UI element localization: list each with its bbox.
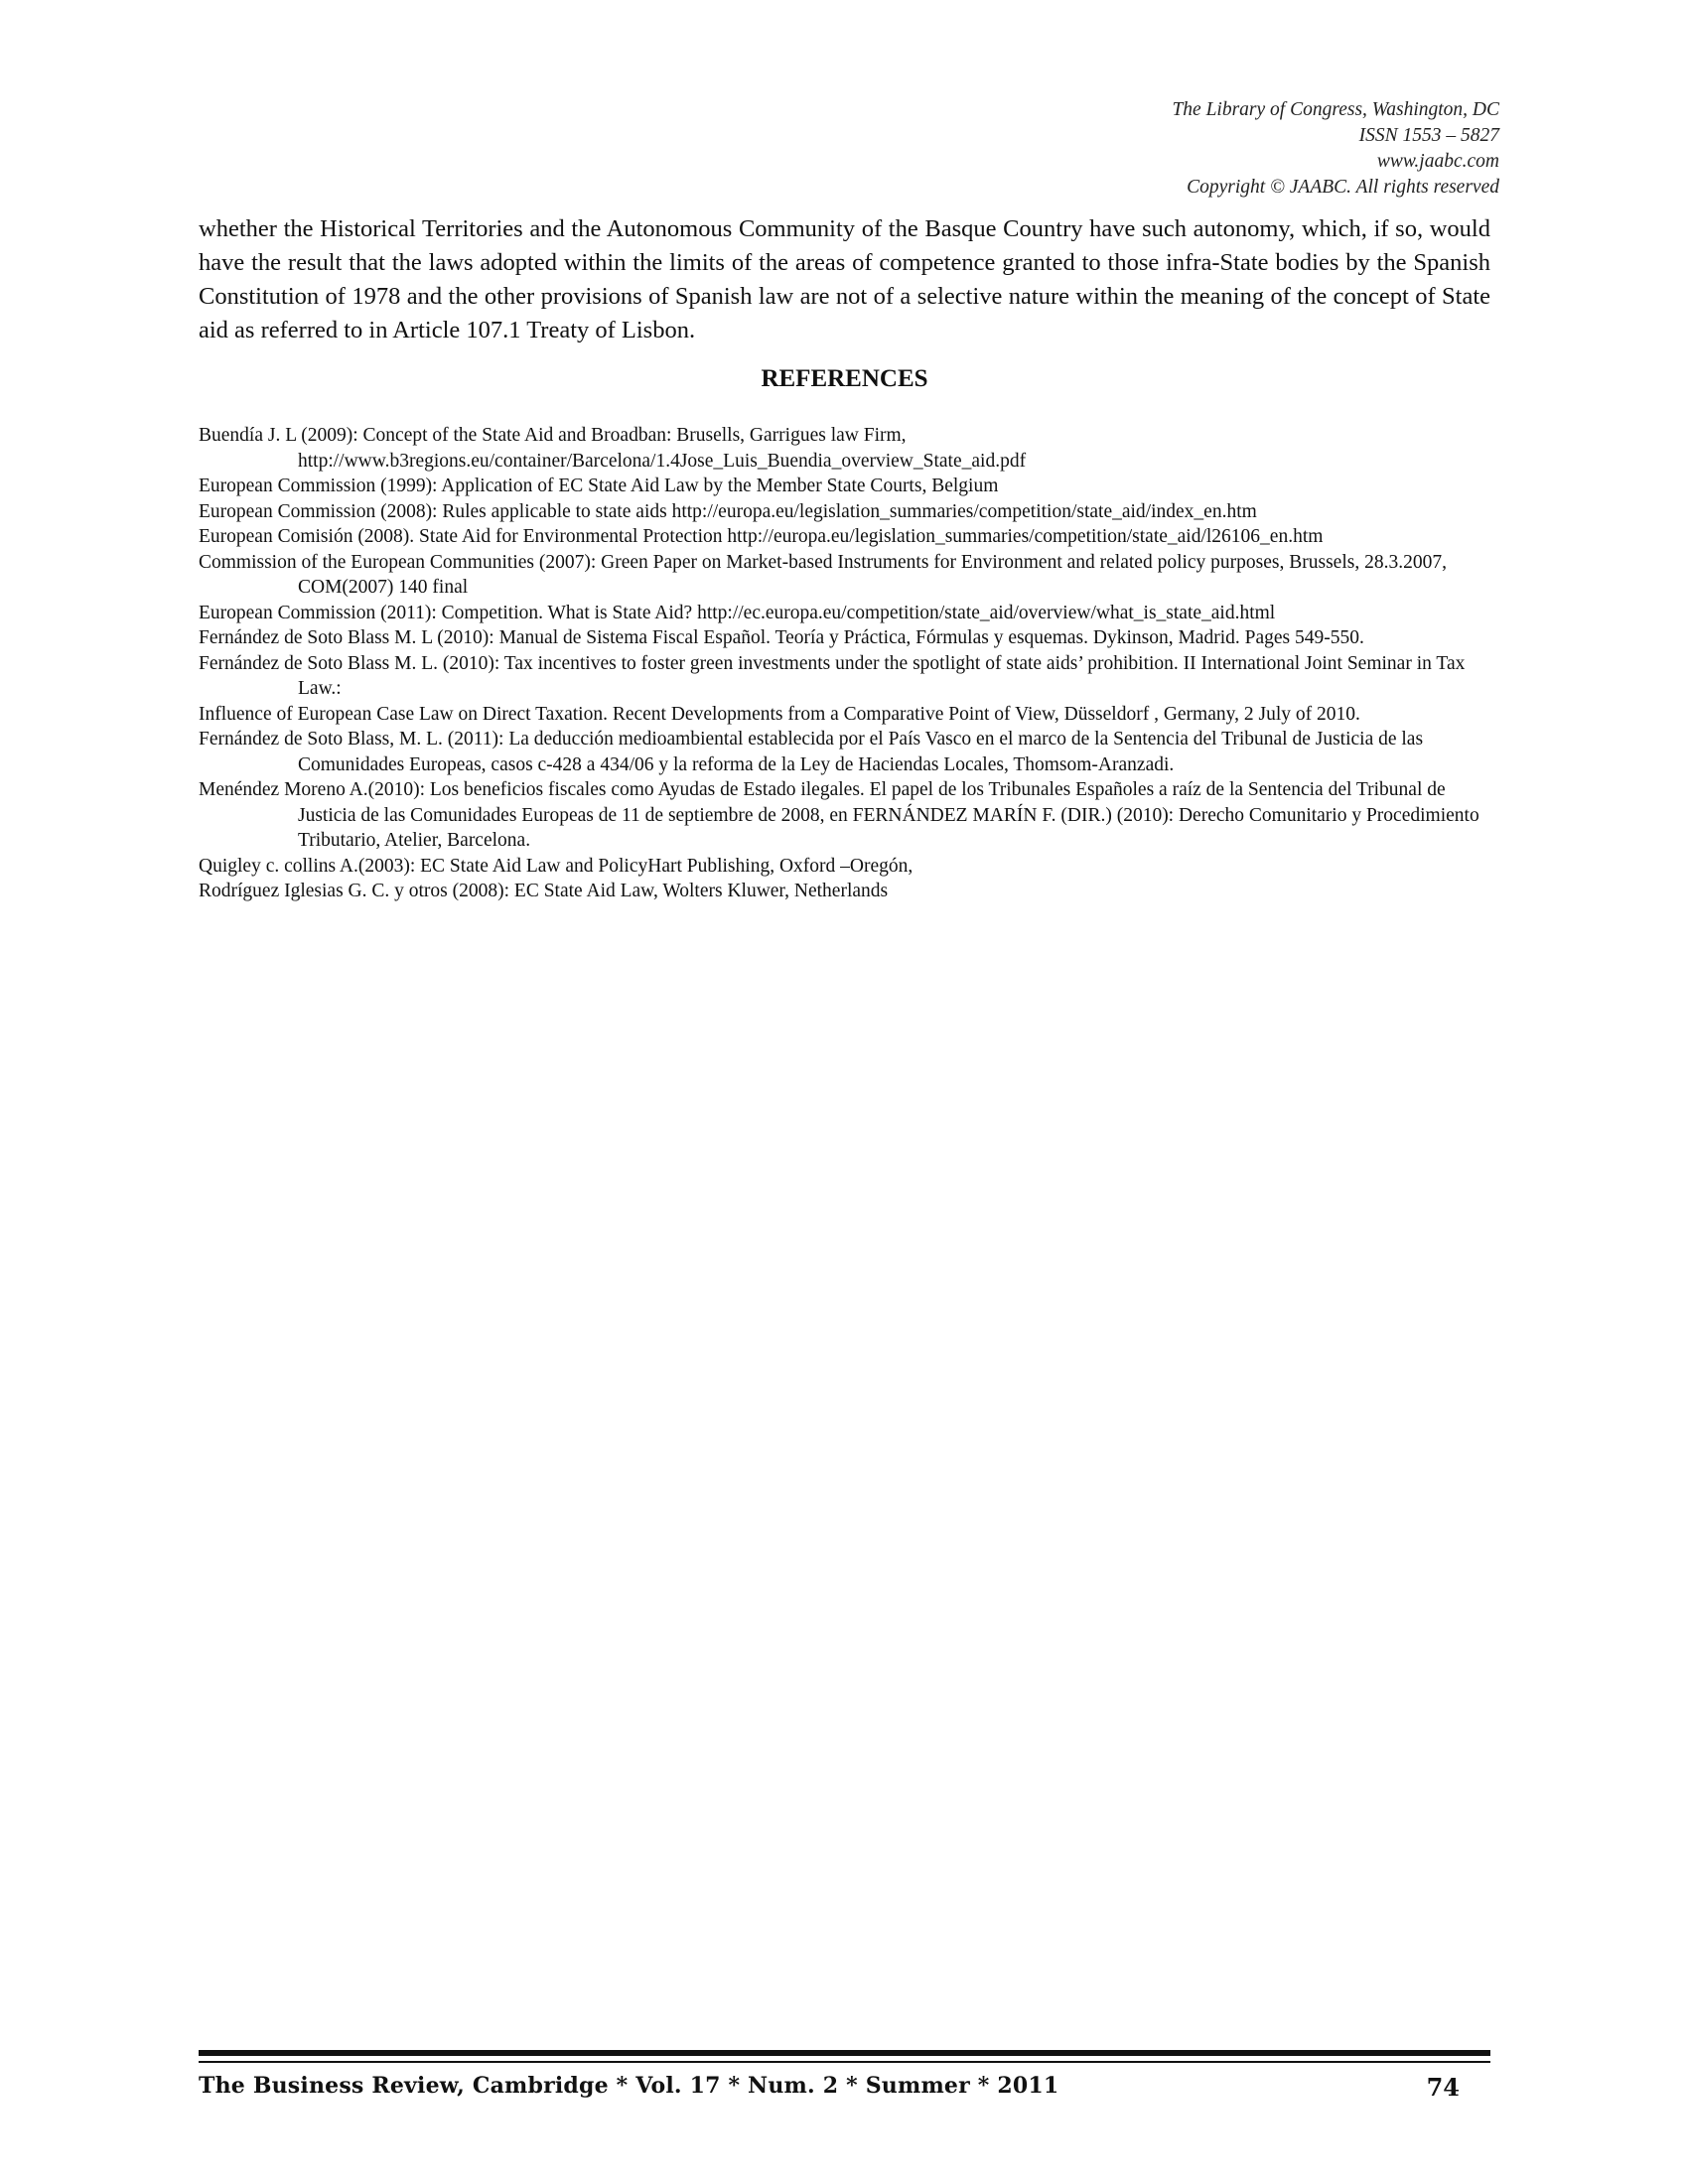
journal-header	[1172, 97, 1499, 201]
reference-item: Fernández de Soto Blass M. L. (2010): Tax incentives to foster green investments under the spotlight of state aids’ prohibition. II International Joint Seminar in Tax Law.:	[199, 652, 1466, 699]
footer-journal: The Business Review, Cambridge * Vol. 17 * Num. 2 * Summer * 2011	[199, 2073, 1059, 2099]
body-paragraph: whether the Historical Territories and the Autonomous Community of the Basque Country have such autonomy, which, if so, would have the result that the laws adopted within the limits of the areas of competence granted to those infra-State bodies by the Spanish Constitution of 1978 and the other provisions of Spanish law are not of a selective nature within the meaning of the concept of State aid as referred to in Article 107.1 Treaty of Lisbon.	[199, 215, 1490, 343]
reference-item: European Comisión (2008). State Aid for Environmental Protection http://europa.eu/legislation_summaries/competition/state_aid/l26106_en.htm	[199, 526, 1324, 547]
reference-item: European Commission (2011): Competition. What is State Aid? http://ec.europa.eu/competition/state_aid/overview/what_is_state_aid.html	[199, 602, 1276, 623]
references-title: REFERENCES	[761, 365, 928, 392]
page-number: 74	[1426, 2073, 1460, 2102]
header-library: The Library of Congress, Washington, DC	[1172, 99, 1499, 120]
reference-item: Quigley c. collins A.(2003): EC State Aid Law and PolicyHart Publishing, Oxford –Oregón,	[199, 855, 914, 877]
header-copyright: Copyright © JAABC. All rights reserved	[1187, 177, 1499, 198]
footer-divider-thin	[199, 2061, 1490, 2063]
reference-item: Buendía J. L (2009): Concept of the State Aid and Broadban: Brusells, Garrigues law Firm, http://www.b3regions.eu/container/Barcelona/1.4Jose_Luis_Buendia_overview_State_aid.pdf	[199, 425, 1027, 472]
reference-item: Fernández de Soto Blass, M. L. (2011): La deducción medioambiental establecida por el País Vasco en el marco de la Sentencia del Tribunal de Justicia de las Comunidades Europeas, casos c-428 a 434/06 y la reforma de la Ley de Haciendas Locales, Thomsom-Aranzadi.	[199, 729, 1424, 775]
reference-item: Menéndez Moreno A.(2010): Los beneficios fiscales como Ayudas de Estado ilegales. El papel de los Tribunales Españoles a raíz de la Sentencia del Tribunal de Justicia de las Comunidades Europeas de 11 de septiembre de 2008, en FERNÁNDEZ MARÍN F. (DIR.) (2010): Derecho Comunitario y Procedimiento Tributario, Atelier, Barcelona.	[199, 779, 1479, 851]
references-list	[199, 423, 1490, 904]
reference-item: Fernández de Soto Blass M. L (2010): Manual de Sistema Fiscal Español. Teoría y Práctica, Fórmulas y esquemas. Dykinson, Madrid. Pages 549-550.	[199, 627, 1364, 648]
reference-item: European Commission (2008): Rules applicable to state aids http://europa.eu/legislation_summaries/competition/state_aid/index_en.htm	[199, 500, 1257, 522]
reference-item: Rodríguez Iglesias G. C. y otros (2008): EC State Aid Law, Wolters Kluwer, Netherlands	[199, 881, 889, 901]
footer-divider-thick	[199, 2050, 1490, 2056]
header-website: www.jaabc.com	[1376, 151, 1499, 172]
reference-item: European Commission (1999): Application of EC State Aid Law by the Member State Courts, Belgium	[199, 476, 999, 496]
reference-item: Commission of the European Communities (2007): Green Paper on Market-based Instruments for Environment and related policy purposes, Brussels, 28.3.2007, COM(2007) 140 final	[199, 551, 1447, 598]
header-issn: ISSN 1553 – 5827	[1358, 125, 1499, 146]
reference-item: Influence of European Case Law on Direct Taxation. Recent Developments from a Comparative Point of View, Düsseldorf , Germany, 2 July of 2010.	[199, 703, 1360, 725]
